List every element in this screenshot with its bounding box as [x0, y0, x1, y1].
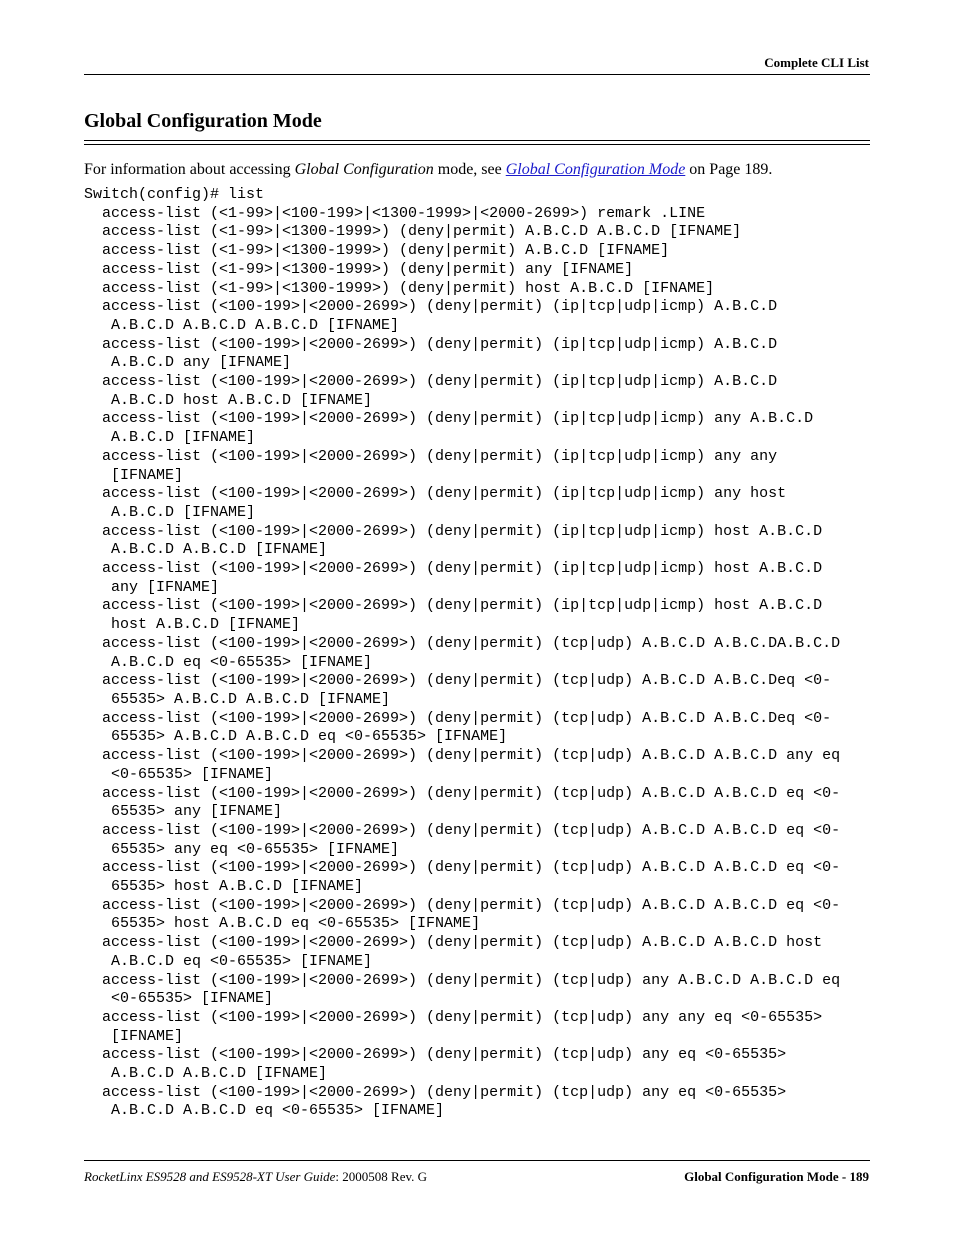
footer-divider — [84, 1160, 870, 1161]
cli-line: A.B.C.D [IFNAME] — [84, 429, 256, 447]
global-configuration-mode-link[interactable]: Global Configuration Mode — [505, 161, 686, 178]
intro-suffix: on Page 189. — [685, 161, 773, 178]
running-header-title: Complete CLI List — [764, 55, 869, 70]
cli-line: access-list (<100-199>|<2000-2699>) (deny|permit) (ip|tcp|udp|icmp) A.B.C.D — [84, 335, 778, 353]
cli-line: 65535> any [IFNAME] — [84, 803, 283, 821]
cli-line: 65535> host A.B.C.D [IFNAME] — [84, 878, 364, 896]
cli-line: access-list (<100-199>|<2000-2699>) (deny|permit) (tcp|udp) A.B.C.D A.B.C.DA.B.C.D — [84, 634, 841, 652]
cli-prompt-line: Switch(config)# list — [84, 186, 265, 203]
cli-line: 65535> A.B.C.D A.B.C.D [IFNAME] — [84, 690, 391, 708]
cli-line: access-list (<100-199>|<2000-2699>) (deny|permit) (tcp|udp) A.B.C.D A.B.C.D eq <0- — [84, 896, 841, 914]
cli-line: 65535> any eq <0-65535> [IFNAME] — [84, 840, 400, 858]
cli-line: A.B.C.D A.B.C.D [IFNAME] — [84, 541, 328, 559]
cli-line: access-list (<100-199>|<2000-2699>) (deny|permit) (ip|tcp|udp|icmp) A.B.C.D — [84, 298, 778, 316]
cli-line: access-list (<100-199>|<2000-2699>) (deny|permit) (ip|tcp|udp|icmp) host A.B.C.D — [84, 560, 823, 578]
cli-line: 65535> A.B.C.D A.B.C.D eq <0-65535> [IFNAME] — [84, 728, 508, 746]
cli-line: access-list (<100-199>|<2000-2699>) (deny|permit) (tcp|udp) any eq <0-65535> — [84, 1046, 787, 1064]
header-divider — [84, 74, 870, 75]
cli-line: access-list (<100-199>|<2000-2699>) (deny|permit) (ip|tcp|udp|icmp) host A.B.C.D — [84, 522, 823, 540]
section-heading: Global Configuration Mode — [84, 110, 322, 132]
intro-prefix: For information about accessing — [84, 161, 295, 178]
cli-line: access-list (<1-99>|<1300-1999>) (deny|permit) A.B.C.D A.B.C.D [IFNAME] — [84, 223, 742, 241]
cli-line: access-list (<100-199>|<2000-2699>) (deny|permit) (tcp|udp) any A.B.C.D A.B.C.D eq — [84, 971, 841, 989]
footer-page-label: Global Configuration Mode - 189 — [684, 1169, 869, 1184]
cli-line: access-list (<100-199>|<2000-2699>) (deny|permit) (tcp|udp) any eq <0-65535> — [84, 1083, 787, 1101]
cli-line: access-list (<100-199>|<2000-2699>) (deny|permit) (ip|tcp|udp|icmp) host A.B.C.D — [84, 597, 823, 615]
cli-line: A.B.C.D A.B.C.D eq <0-65535> [IFNAME] — [84, 1102, 445, 1120]
cli-line: A.B.C.D A.B.C.D [IFNAME] — [84, 1065, 328, 1083]
cli-line: access-list (<100-199>|<2000-2699>) (deny|permit) (ip|tcp|udp|icmp) any any — [84, 447, 778, 465]
cli-line: <0-65535> [IFNAME] — [84, 765, 274, 783]
cli-line: host A.B.C.D [IFNAME] — [84, 616, 301, 634]
cli-line: [IFNAME] — [84, 1027, 184, 1045]
cli-line: [IFNAME] — [84, 466, 184, 484]
cli-line: access-list (<100-199>|<2000-2699>) (deny|permit) (tcp|udp) A.B.C.D A.B.C.Deq <0- — [84, 709, 832, 727]
cli-line: access-list (<100-199>|<2000-2699>) (deny|permit) (tcp|udp) A.B.C.D A.B.C.D host — [84, 934, 823, 952]
cli-line: access-list (<100-199>|<2000-2699>) (deny|permit) (ip|tcp|udp|icmp) any host — [84, 485, 787, 503]
cli-line: A.B.C.D eq <0-65535> [IFNAME] — [84, 952, 373, 970]
cli-line: access-list (<100-199>|<2000-2699>) (deny|permit) (ip|tcp|udp|icmp) any A.B.C.D — [84, 410, 814, 428]
heading-divider — [84, 140, 870, 145]
cli-line: A.B.C.D [IFNAME] — [84, 503, 256, 521]
intro-mode-name: Global Configuration — [294, 161, 434, 178]
cli-line: access-list (<100-199>|<2000-2699>) (deny|permit) (tcp|udp) any any eq <0-65535> — [84, 1008, 823, 1026]
footer-guide-title: RocketLinx ES9528 and ES9528-XT User Guide — [84, 1169, 336, 1184]
intro-paragraph — [84, 161, 772, 179]
cli-line: A.B.C.D eq <0-65535> [IFNAME] — [84, 653, 373, 671]
cli-line: access-list (<100-199>|<2000-2699>) (deny|permit) (tcp|udp) A.B.C.D A.B.C.D eq <0- — [84, 821, 841, 839]
cli-line: access-list (<100-199>|<2000-2699>) (deny|permit) (tcp|udp) A.B.C.D A.B.C.D eq <0- — [84, 859, 841, 877]
cli-line: access-list (<100-199>|<2000-2699>) (deny|permit) (tcp|udp) A.B.C.D A.B.C.Deq <0- — [84, 672, 832, 690]
cli-line: access-list (<100-199>|<2000-2699>) (deny|permit) (ip|tcp|udp|icmp) A.B.C.D — [84, 373, 778, 391]
cli-command-list — [84, 186, 840, 1121]
footer-guide-reference — [84, 1169, 427, 1185]
cli-line: access-list (<100-199>|<2000-2699>) (deny|permit) (tcp|udp) A.B.C.D A.B.C.D any eq — [84, 747, 841, 765]
intro-middle: mode, see — [433, 161, 506, 178]
cli-line: access-list (<1-99>|<100-199>|<1300-1999>|<2000-2699>) remark .LINE — [84, 204, 706, 222]
cli-line: access-list (<1-99>|<1300-1999>) (deny|permit) host A.B.C.D [IFNAME] — [84, 279, 715, 297]
cli-line: 65535> host A.B.C.D eq <0-65535> [IFNAME] — [84, 915, 481, 933]
footer-doc-ref: : 2000508 Rev. G — [335, 1169, 428, 1184]
cli-line: A.B.C.D any [IFNAME] — [84, 354, 292, 372]
cli-line: access-list (<1-99>|<1300-1999>) (deny|permit) A.B.C.D [IFNAME] — [84, 242, 670, 260]
cli-line: any [IFNAME] — [84, 578, 220, 596]
cli-line: <0-65535> [IFNAME] — [84, 990, 274, 1008]
cli-line: access-list (<1-99>|<1300-1999>) (deny|permit) any [IFNAME] — [84, 260, 634, 278]
cli-line: A.B.C.D host A.B.C.D [IFNAME] — [84, 391, 373, 409]
cli-line: access-list (<100-199>|<2000-2699>) (deny|permit) (tcp|udp) A.B.C.D A.B.C.D eq <0- — [84, 784, 841, 802]
cli-line: A.B.C.D A.B.C.D A.B.C.D [IFNAME] — [84, 316, 400, 334]
